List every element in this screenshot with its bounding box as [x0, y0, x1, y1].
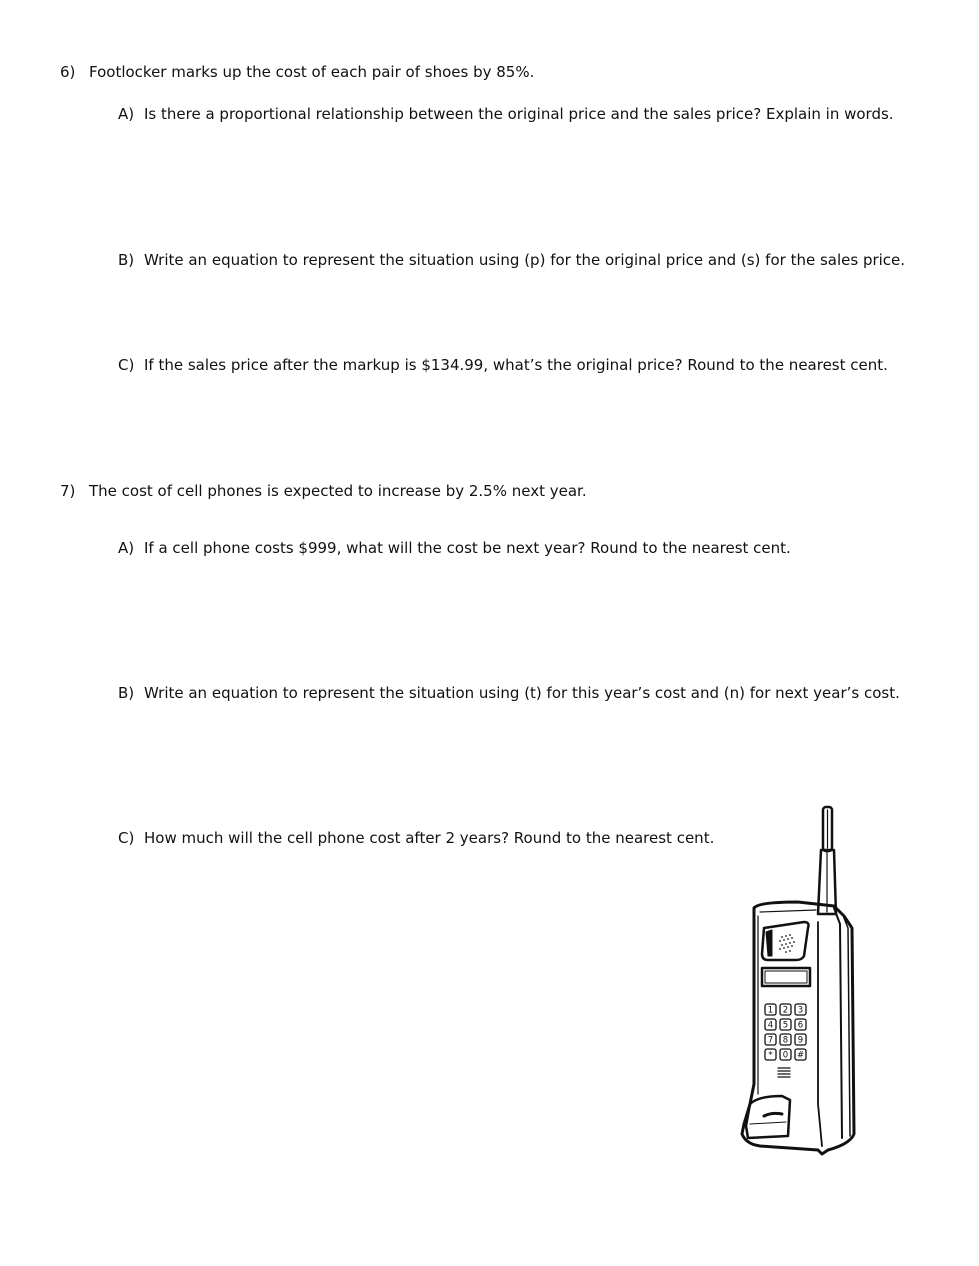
speaker-dots [779, 934, 795, 953]
keypad-key [795, 1004, 806, 1016]
keypad-key-label: 0 [782, 1050, 789, 1061]
question-7 [60, 481, 587, 501]
antenna [818, 807, 836, 914]
earpiece [762, 922, 809, 960]
keypad-key [780, 1049, 791, 1061]
keypad-key-label: 9 [797, 1035, 804, 1046]
keypad-key [795, 1049, 806, 1061]
question-7-part-b [118, 683, 900, 703]
part-letter: C) [118, 356, 135, 374]
part-text: Is there a proportional relationship between the original price and the sales price? Explain in words. [144, 105, 894, 123]
keypad-key-label: 4 [767, 1020, 774, 1031]
part-text: Write an equation to represent the situation using (t) for this year’s cost and (n) for next year’s cost. [144, 684, 900, 702]
keypad-key-label: 2 [782, 1005, 789, 1016]
keypad-key-label: 7 [767, 1035, 774, 1046]
keypad-key [765, 1019, 776, 1031]
part-letter: C) [118, 829, 135, 847]
question-6-part-b [118, 250, 905, 270]
part-text: If the sales price after the markup is $134.99, what’s the original price? Round to the nearest cent. [144, 356, 888, 374]
grille [778, 1068, 790, 1077]
display-screen [762, 968, 810, 986]
keypad-key [780, 1019, 791, 1031]
keypad-key [780, 1004, 791, 1016]
question-7-part-a [118, 538, 791, 558]
keypad-key-label: # [796, 1050, 805, 1061]
keypad-key-label: 8 [782, 1035, 789, 1046]
part-text: If a cell phone costs $999, what will the cost be next year? Round to the nearest cent. [144, 539, 791, 557]
question-text: The cost of cell phones is expected to increase by 2.5% next year. [89, 482, 587, 500]
keypad-key [765, 1034, 776, 1046]
keypad-key [765, 1004, 776, 1016]
question-number: 6) [60, 63, 76, 81]
keypad-key-label: 3 [797, 1005, 804, 1016]
question-number: 7) [60, 482, 76, 500]
part-letter: A) [118, 539, 135, 557]
cell-phone-illustration [738, 804, 860, 1156]
keypad-key-label: 6 [797, 1020, 804, 1031]
question-7-part-c [118, 828, 714, 848]
mouthpiece [746, 1096, 790, 1138]
keypad-key [780, 1034, 791, 1046]
part-letter: A) [118, 105, 135, 123]
question-6-part-c [118, 355, 888, 375]
keypad [765, 1004, 806, 1061]
keypad-key-label: 5 [782, 1020, 789, 1031]
question-6-part-a [118, 104, 894, 124]
keypad-key [795, 1034, 806, 1046]
part-text: Write an equation to represent the situation using (p) for the original price and (s) for the sales price. [144, 251, 906, 269]
question-text: Footlocker marks up the cost of each pair of shoes by 85%. [89, 63, 535, 81]
keypad-key-label: * [768, 1050, 773, 1061]
keypad-key [795, 1019, 806, 1031]
part-letter: B) [118, 684, 135, 702]
keypad-key-label: 1 [767, 1005, 774, 1016]
question-6 [60, 62, 534, 82]
keypad-key [765, 1049, 776, 1061]
part-text: How much will the cell phone cost after 2 years? Round to the nearest cent. [144, 829, 715, 847]
part-letter: B) [118, 251, 135, 269]
